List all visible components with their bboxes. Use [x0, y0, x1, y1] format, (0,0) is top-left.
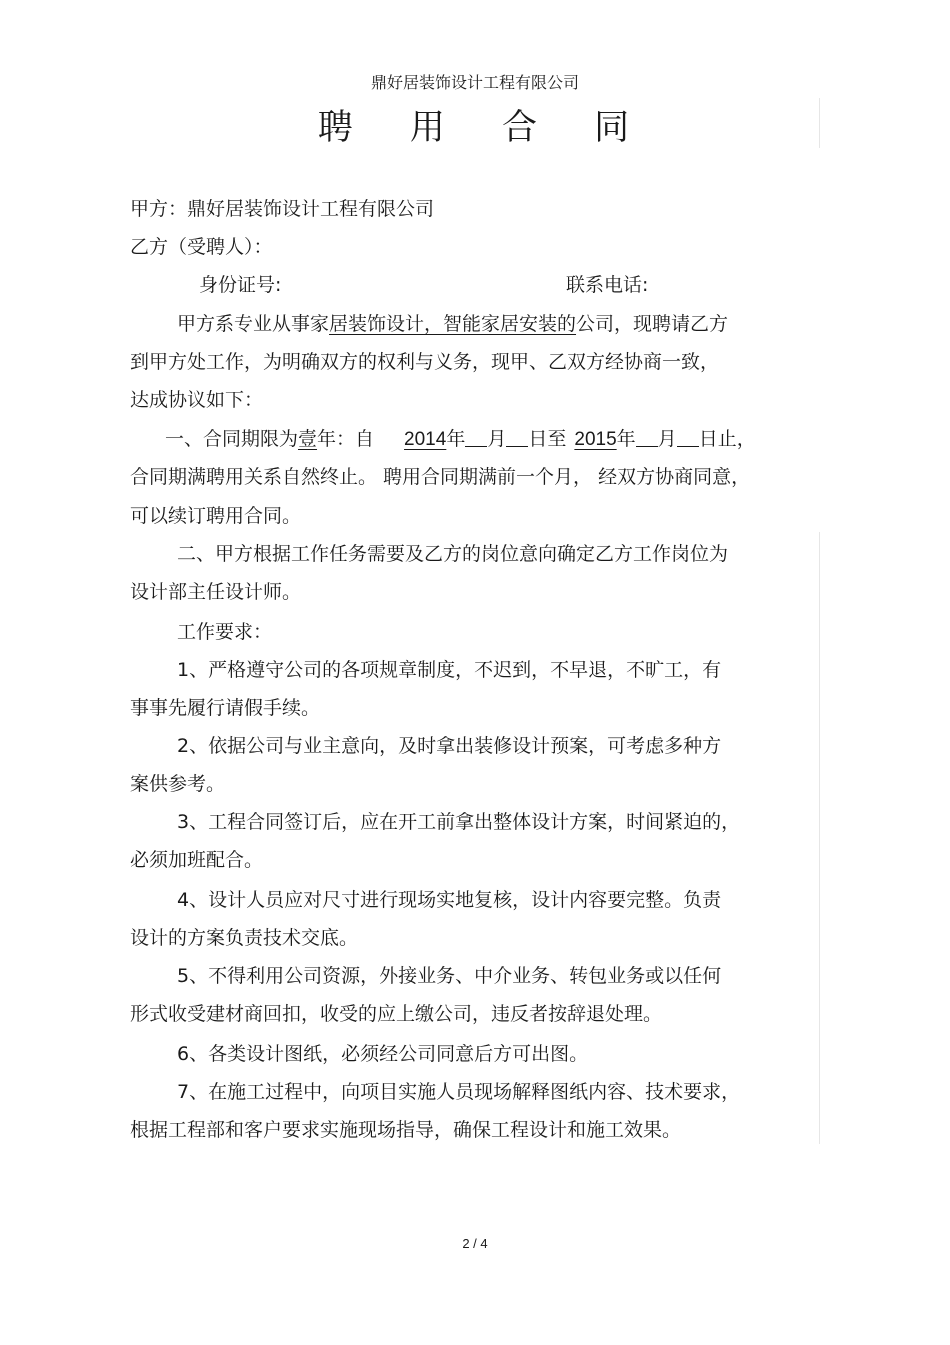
- clause-text: 月: [487, 428, 507, 450]
- clause-text: 日至: [528, 428, 567, 450]
- requirements-heading: 工作要求：: [177, 621, 273, 643]
- end-month-blank: [636, 426, 658, 447]
- clause-text: 年: [616, 428, 636, 450]
- party-a: 甲方：鼎好居装饰设计工程有限公司: [130, 198, 435, 220]
- end-year: 2015: [574, 429, 617, 450]
- requirement-5-line-1: 5、不得利用公司资源，外接业务、中介业务、转包业务或以任何: [177, 965, 722, 987]
- requirement-5-line-2: 形式收受建材商回扣，收受的应上缴公司，违反者按辞退处理。: [130, 1003, 663, 1025]
- clause-1-line-2: 合同期满聘用关系自然终止。 聘用合同期满前一个月， 经双方协商同意，: [130, 466, 751, 488]
- clause-text: 一、合同期限为: [165, 428, 299, 450]
- clause-1-line-3: 可以续订聘用合同。: [130, 505, 302, 527]
- clause-2-line-2: 设计部主任设计师。: [130, 581, 302, 603]
- margin-rule: [819, 532, 820, 1144]
- clause-text: 月: [657, 428, 677, 450]
- id-number-label: 身份证号:: [199, 274, 282, 296]
- intro-text: 甲方系专业从事家: [177, 313, 330, 335]
- start-day-blank: [506, 426, 528, 447]
- clause-text: 年：自: [317, 428, 375, 450]
- intro-line-2: 到甲方处工作，为明确双方的权利与义务，现甲、乙双方经协商一致，: [130, 351, 720, 373]
- requirement-1-line-1: 1、严格遵守公司的各项规章制度，不迟到，不早退，不旷工，有: [177, 659, 722, 681]
- start-month-blank: [465, 426, 487, 447]
- margin-rule: [819, 98, 820, 148]
- requirement-7-line-1: 7、在施工过程中，向项目实施人员现场解释图纸内容、技术要求，: [177, 1081, 741, 1103]
- clause-2-line-1: 二、甲方根据工作任务需要及乙方的岗位意向确定乙方工作岗位为: [177, 543, 729, 565]
- requirement-4-line-2: 设计的方案负责技术交底。: [130, 927, 359, 949]
- party-b: 乙方（受聘人）：: [130, 236, 273, 258]
- page-number: 2 / 4: [462, 1236, 488, 1251]
- clause-text: 年: [446, 428, 466, 450]
- intro-line-3: 达成协议如下：: [130, 389, 264, 411]
- clause-text: 日止，: [698, 428, 756, 450]
- intro-line-1: [177, 310, 728, 338]
- business-scope: 居装饰设计，智能家居安装的: [329, 313, 577, 335]
- requirement-2-line-2: 案供参考。: [130, 773, 226, 795]
- clause-1-line-1: [165, 425, 756, 454]
- requirement-1-line-2: 事事先履行请假手续。: [130, 697, 321, 719]
- company-header: 鼎好居装饰设计工程有限公司: [370, 73, 579, 92]
- phone-label: 联系电话:: [566, 274, 649, 296]
- start-year: 2014: [404, 429, 447, 450]
- requirement-7-line-2: 根据工程部和客户要求实施现场指导，确保工程设计和施工效果。: [130, 1119, 682, 1141]
- contract-term: 壹: [298, 428, 318, 450]
- requirement-3-line-2: 必须加班配合。: [130, 849, 264, 871]
- requirement-4-line-1: 4、设计人员应对尺寸进行现场实地复核，设计内容要完整。负责: [177, 889, 722, 911]
- requirement-2-line-1: 2、依据公司与业主意向，及时拿出装修设计预案，可考虑多种方: [177, 735, 722, 757]
- intro-text: 公司，现聘请乙方: [576, 313, 729, 335]
- requirement-6-line-1: 6、各类设计图纸，必须经公司同意后方可出图。: [177, 1043, 589, 1065]
- document-title: 聘 用 合 同: [317, 108, 653, 148]
- end-day-blank: [677, 426, 699, 447]
- requirement-3-line-1: 3、工程合同签订后，应在开工前拿出整体设计方案，时间紧迫的，: [177, 811, 741, 833]
